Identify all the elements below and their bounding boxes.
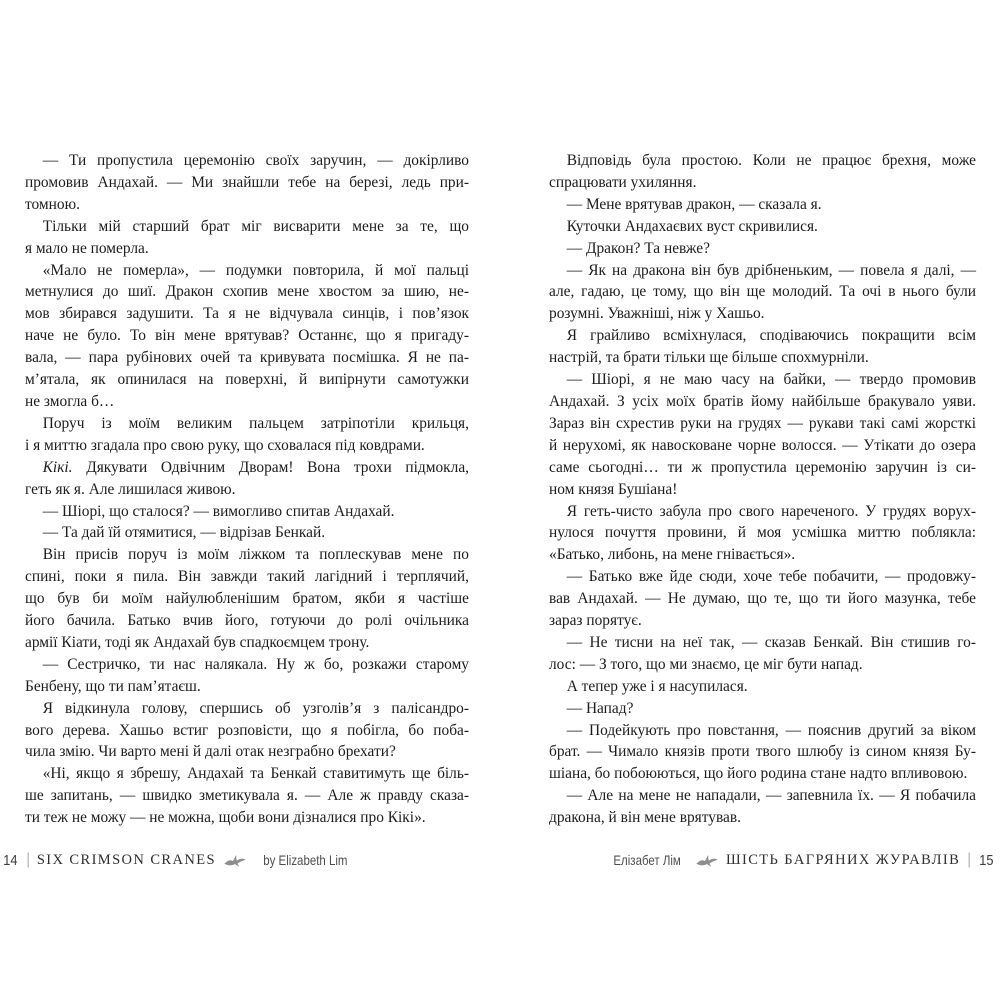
text-line: — Дракон? Та невже?: [566, 239, 710, 257]
text-line: — Мене врятував дракон, — сказала я.: [566, 195, 822, 213]
text-line: ти теж не можу — не можна, щоби вони дізналися про Кікі».: [25, 809, 426, 827]
text-line: розумні. Уважніші, ніж у Хашьо.: [549, 305, 765, 323]
text-line: Кікі. Дякувати Одвічним Дворам! Вона трохи підмокла,: [42, 458, 469, 476]
author-credit: Елізабет Лім: [613, 852, 681, 868]
text-line: — Шіорі, що сталося? — вимогливо спитав Андахай.: [42, 502, 395, 520]
paragraph: [549, 785, 976, 829]
text-line: Зараз він схрестив руки на грудях — рукави такі самі жорсткі: [549, 414, 976, 432]
text-line: — Але на мене не нападали, — запевнила їх. — Я побачила: [566, 787, 976, 805]
text-line: А тепер уже і я насупилася.: [566, 677, 748, 695]
text-line: м’ятала, як опинилася на поверхні, й випірнути самотужки: [25, 371, 469, 389]
paragraph: [549, 698, 976, 720]
left-page-footer: [2, 851, 357, 869]
text-line: — Ти пропустила церемонію своїх заручин, — докірливо: [42, 152, 469, 169]
text-line: Відповідь була простою. Коли не працює брехня, може: [566, 152, 976, 169]
text-line: й нерухомі, як навосковане чорне волосся. — Утікати до озера: [549, 436, 976, 454]
text-line: «Ні, якщо я збрешу, Андахай та Бенкай ставитимуть ще біль-: [42, 765, 469, 783]
page-number: 14: [3, 851, 18, 869]
text-line: але, гадаю, це тому, що він ще молодий. Та очі в нього були: [549, 283, 976, 301]
text-line: армії Кіати, тоді як Андахай був спадкоємцем трону.: [25, 633, 370, 651]
paragraph: [25, 763, 469, 829]
paragraph: [549, 632, 976, 676]
text-line: — Не тисни на неї так, — сказав Бенкай. Він стишив го-: [566, 633, 976, 651]
text-line: Поруч із моїм великим пальцем затріпотіли крильця,: [42, 414, 469, 432]
text-line: не змогла б…: [25, 392, 115, 410]
text-line: — Як на дракона він був дрібненьким, — повела я далі, —: [566, 261, 976, 279]
paragraph: [25, 501, 469, 523]
footer-separator: |: [26, 851, 30, 868]
paragraph: [549, 369, 976, 500]
paragraph: [25, 522, 469, 544]
text-line: метнулися до шиї. Дракон схопив мене хвостом за шию, не-: [25, 283, 469, 301]
paragraph: [25, 413, 469, 457]
text-line: промовив Андахай. — Ми знайшли тебе на березі, ледь при-: [25, 173, 469, 191]
left-page-text: [25, 150, 469, 829]
text-line: — Сестричко, ти нас налякала. Ну ж бо, розкажи старому: [42, 655, 469, 673]
text-line: мов збирався задушити. Та я не відчувала синців, і пов’язок: [25, 305, 469, 323]
italic-text: Кікі.: [42, 458, 73, 476]
origami-crane-icon: [695, 854, 719, 867]
text-line: — Шіорі, я не маю часу на байки, — твердо промовив: [566, 371, 976, 389]
text-line: брат. — Чимало князів проти твого шлюбу із сином князя Бу-: [549, 743, 976, 761]
paragraph: [25, 457, 469, 501]
paragraph: [549, 325, 976, 369]
paragraph: [25, 654, 469, 698]
paragraph: [25, 544, 469, 654]
text-line: ше запитань, — швидко зметикувала я. — Але ж правду сказа-: [25, 787, 469, 805]
author-credit: by Elizabeth Lim: [263, 852, 348, 868]
text-line: наче не було. То він мене врятував? Останнє, що я пригаду-: [25, 327, 469, 345]
text-line: Я грайливо всміхнулася, сподіваючись покращити всім: [566, 327, 976, 345]
page-number: 15: [979, 851, 994, 869]
text-line: лос: — З того, що ми знаємо, це міг бути напад.: [549, 655, 863, 673]
footer-separator: |: [967, 851, 971, 868]
text-line: зараз порятує.: [549, 612, 642, 630]
text-line: — Подейкують про повстання, — пояснив другий за віком: [566, 721, 976, 739]
text-line: я мало не померла.: [25, 239, 149, 257]
text-line: його бачила. Батько вчив його, готуючи до ролі очільника: [25, 612, 469, 630]
text-line: «Мало не померла», — подумки повторила, й мої пальці: [42, 261, 469, 279]
text-line: ном князя Бушіана!: [549, 480, 678, 498]
paragraph: [25, 260, 469, 413]
text-line: спині, поки я пила. Він завжди такий лагідний і терплячий,: [25, 568, 469, 586]
paragraph: [25, 698, 469, 764]
paragraph: [549, 216, 976, 238]
text-line: настрій, та брати тільки ще більше спохмурніли.: [549, 349, 869, 367]
text-line: вала, — пара рубінових очей та кривувата посмішка. Я не па-: [25, 349, 469, 367]
book-title-english: SIX CRIMSON CRANES: [36, 851, 216, 868]
text-line: Я геть-чисто забула про свого нареченого. У грудях ворух-: [566, 502, 976, 520]
text-line: геть як я. Але лишилася живою.: [25, 480, 236, 498]
text-line: і я миттю згадала про свою руку, що сховалася під ковдрами.: [25, 436, 425, 454]
text-line: нулося почуття провини, й моя усмішка миттю поблякла:: [549, 524, 976, 542]
text-line: томною.: [25, 195, 80, 213]
text-line: — Напад?: [566, 699, 634, 717]
text-line: Бенбену, що ти пам’ятаєш.: [25, 677, 201, 695]
text-line: саме сьогодні… ти ж пропустила церемонію заручин із си-: [549, 458, 976, 476]
paragraph: [549, 150, 976, 194]
paragraph: [549, 238, 976, 260]
text-line: «Батько, либонь, на мене гнівається».: [549, 546, 796, 564]
right-page-footer: [606, 851, 995, 869]
text-line: дракона, й він мене врятував.: [549, 809, 741, 827]
paragraph: [549, 676, 976, 698]
text-line: шіана, бо побоюються, що його родина стане надто впливовою.: [549, 765, 968, 783]
text-line: Куточки Андахаєвих вуст скривилися.: [566, 217, 818, 235]
text-line: спрацювати ухиляння.: [549, 173, 697, 191]
paragraph: [25, 216, 469, 260]
text-line: — Та дай їй отямитися, — відрізав Бенкай.: [42, 524, 326, 542]
paragraph: [549, 720, 976, 786]
origami-crane-icon: [223, 854, 247, 867]
right-page-text: [549, 150, 976, 829]
text-line: Я відкинула голову, спершись об узголів’я з палісандро-: [42, 699, 469, 717]
paragraph: [549, 566, 976, 632]
text-line: вав Андахай. — Не думаю, що те, що ти його мазунка, тебе: [549, 590, 976, 608]
text-line: що був би моїм найулюбленішим братом, якби я частіше: [25, 590, 469, 608]
paragraph: [549, 260, 976, 326]
text-line: Він присів поруч із моїм ліжком та поплескував мене по: [42, 546, 469, 564]
text-line: Андахай. З усіх моїх братів йому найбільше бракувало уяви.: [549, 392, 976, 410]
text-line: — Батько вже йде сюди, хоче тебе побачити, — продовжу-: [566, 568, 976, 586]
paragraph: [549, 194, 976, 216]
paragraph: [25, 150, 469, 216]
text-line: Тільки мій старший брат міг висварити мене за те, що: [42, 217, 469, 235]
text-line: вого дерева. Хашьо встиг розповісти, що я побігла, бо поба-: [25, 721, 469, 739]
text-line: чила змію. Чи варто мені й далі отак незграбно брехати?: [25, 743, 396, 761]
book-title-ukrainian: ШІСТЬ БАГРЯНИХ ЖУРАВЛІВ: [725, 851, 961, 868]
paragraph: [549, 501, 976, 567]
